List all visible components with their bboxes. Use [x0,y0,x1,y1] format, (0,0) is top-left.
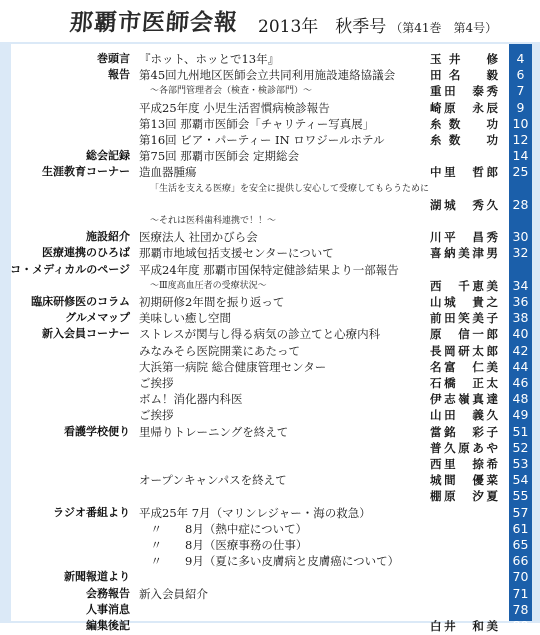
toc-author: 普久原あや [430,440,498,455]
toc-page-number: 9 [516,99,525,115]
toc-page-number: 46 [512,375,529,390]
toc-article-title: 那覇市地域包括支援センターについて [139,246,334,261]
toc-article-title: ボム！消化器内科医 [139,392,243,407]
toc-article-title: ～Ⅲ度高血圧者の受療状況～ [150,280,267,291]
toc-article-title: 新入会員紹介 [139,586,208,601]
toc-author: 重田 泰秀 [430,84,498,99]
toc-author: 伊志嶺真達 [430,392,498,407]
toc-author: 田名 毅 [430,68,498,83]
toc-category: 人事消息 [86,602,130,616]
toc-category: 新聞報道より [64,570,130,584]
toc-page-number: 14 [512,148,529,164]
toc-page-number: 71 [512,585,529,601]
toc-page-number: 12 [512,132,529,147]
toc-category: 新入会員コーナー [42,327,130,341]
toc-page-number: 10 [512,115,529,131]
toc-row[interactable] [0,617,540,635]
toc-article-title: 第75回 那覇市医師会 定期総会 [139,149,299,164]
toc-article-title: ～各部門管理者会（検査・検診部門）～ [150,86,313,97]
toc-page-number: 52 [512,439,529,455]
toc-author: 山城 貴之 [430,295,498,309]
toc-article-title: 平成24年度 那覇市国保特定健診結果より一部報告 [139,262,399,277]
toc-author: 白井 和美 [430,619,498,633]
toc-page-number: 38 [512,310,529,326]
toc-category: ラジオ番組より [53,505,130,519]
toc-article-title: 第16回 ビア・パーティー IN ロワジールホテル [139,133,385,147]
toc-article-title: 『ホット、ホッとで13年』 [139,52,280,66]
toc-author: 原 信一郎 [430,327,498,342]
toc-author: 糸数 功 [430,116,498,131]
toc-article-title: 第45回九州地区医師会立共同利用施設連絡協議会 [139,68,396,83]
toc-author: 湖城 秀久 [430,197,498,212]
toc-author: 西 千恵美 [430,278,498,293]
toc-page-number: 44 [512,358,529,374]
toc-page-number: 6 [516,67,525,83]
toc-page-number: 55 [512,488,529,504]
toc-author: 山田 義久 [430,408,498,423]
toc-category: 総会記録 [86,149,130,163]
toc-article-title: 第13回 那覇市医師会「チャリティー写真展」 [139,116,375,131]
toc-article-title: ご挨拶 [139,408,174,423]
toc-category: コ・メディカルのページ [10,262,130,276]
toc-article-title: ～それは医科歯科連携で！！～ [150,216,277,226]
toc-page-number: 7 [516,83,525,99]
toc-author: 城間 優菜 [430,473,498,488]
toc-article-title: 造血器腫瘍 [139,165,197,180]
toc-category: 施設紹介 [86,230,130,244]
toc-category: 臨床研修医のコラム [31,295,130,308]
toc-page-number: 49 [512,407,529,423]
issue-label [258,12,497,37]
toc-category: 生涯教育コーナー [42,165,130,179]
toc-author: 當銘 彩子 [430,424,498,439]
toc-author: 糸数 功 [430,133,498,147]
toc-page-number: 30 [512,229,529,245]
toc-article-title: ご挨拶 [139,376,174,390]
toc-author: 名富 仁美 [430,359,498,374]
toc-page-number: 51 [512,423,529,439]
toc-category: 巻頭言 [97,52,130,65]
toc-page-number: 34 [512,277,529,293]
toc-article-title: 平成25年 7月（マリンレジャー・海の救急） [139,505,371,520]
toc-page-number: 54 [512,472,529,488]
toc-page-number: 61 [512,520,529,536]
toc-category: 看護学校便り [64,424,130,438]
toc-article-title: 医療法人 社団かびら会 [139,230,258,245]
toc-page-number: 78 [512,601,529,617]
issue-volume: （第41巻 第4号） [390,21,498,35]
toc-page-number: 80 [512,618,529,633]
toc-article-title: 里帰りトレーニングを終えて [139,424,289,439]
toc-article-title: 〃 8月（医療事務の仕事） [139,538,308,552]
issue-season: 2013年 秋季号 [258,17,387,37]
toc-category: 報告 [108,68,130,82]
toc-category: 編集後記 [86,619,130,632]
toc-author: 崎原 永辰 [430,100,498,115]
toc-author: 喜納美津男 [430,246,498,261]
toc-category: グルメマップ [65,311,130,325]
masthead [0,0,540,42]
toc-article-title: オープンキャンパスを終えて [139,473,287,488]
toc-author: 玉井 修 [430,52,498,66]
toc-page-number: 57 [512,504,529,520]
toc-page-number: 4 [516,51,525,66]
toc-author: 前田笑美子 [430,311,498,326]
journal-logo: 那覇市医師会報 [68,9,239,36]
toc-article-title: 「生活を支える医療」を安全に提供し安心して受療してもらうために [150,183,430,194]
toc-category: 医療連携のひろば [42,246,130,260]
toc-category: 会務報告 [86,586,130,600]
toc-author: 中里 哲郎 [430,165,498,180]
toc-page-number: 28 [512,196,529,212]
toc-article-title: 大浜第一病院 総合健康管理センター [139,359,327,374]
toc-article-title: 〃 8月（熱中症について） [139,521,308,536]
toc-author: 石橋 正太 [430,376,498,390]
toc-page-number: 40 [512,326,529,342]
toc-author: 長岡研太郎 [430,343,498,358]
toc-author: 川平 昌秀 [430,230,498,245]
toc-article-title: みなみそら医院開業にあたって [139,343,300,358]
toc-page-number: 53 [512,456,529,471]
toc-page-number: 66 [512,553,529,569]
toc-page-number: 32 [512,245,529,261]
toc-author: 棚原 汐夏 [430,489,498,504]
toc-page-number: 25 [512,164,529,180]
toc-page-number: 65 [512,537,529,552]
toc-page-number: 70 [512,569,529,585]
toc-article-title: 初期研修2年間を振り返って [139,295,285,309]
toc-author: 西里 捺希 [430,457,498,471]
toc-article-title: 〃 9月（夏に多い皮膚病と皮膚癌について） [139,554,400,569]
toc-page-number: 42 [512,342,529,358]
toc-page-number: 36 [512,294,529,309]
toc-article-title: 平成25年度 小児生活習慣病検診報告 [139,100,330,115]
toc-article-title: ストレスが関与し得る病気の診立てと心療内科 [139,327,381,342]
toc-article-title: 美味しい癒し空間 [139,311,231,326]
toc-page-number: 48 [512,391,529,407]
